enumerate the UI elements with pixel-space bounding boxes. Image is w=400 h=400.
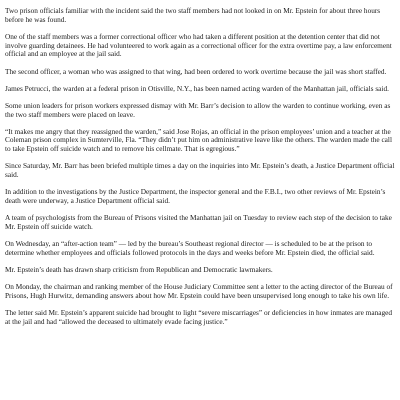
paragraph-8: In addition to the investigations by the Justice Department, the inspector general and the F.B.I., two other reviews of Mr. Epstein’s death were underway, a Justice Department official said.: [5, 187, 386, 205]
paragraph-3: The second officer, a woman who was assigned to that wing, had been ordered to work overtime because the jail was short staffed.: [5, 66, 387, 76]
paragraph-5: Some union leaders for prison workers expressed dismay with Mr. Barr’s decision to allow the warden to continue working, even as the two staff members were placed on leave.: [5, 100, 391, 119]
paragraph-2: One of the staff members was a former correctional officer who had taken a different position at the detention center that did not involve guarding detainees. He had volunteered to work again as a correctional officer for the extra overtime pay, a law enforcement official and an employee at the jail said.: [5, 31, 392, 59]
paragraph-12: On Monday, the chairman and ranking member of the House Judiciary Committee sent a letter to the acting director of the Bureau of Prisons, Hugh Hurwitz, demanding answers about how Mr. Epstein could have been unsupervised long enough to take his own life.: [5, 282, 393, 300]
paragraph-1: Two prison officials familiar with the incident said the two staff members had not looked in on Mr. Epstein for about three hours before he was found.: [5, 6, 381, 24]
paragraph-11: Mr. Epstein’s death has drawn sharp criticism from Republican and Democratic lawmakers.: [5, 264, 273, 274]
article-body: [5, 7, 397, 326]
paragraph-7: Since Saturday, Mr. Barr has been briefed multiple times a day on the inquiries into Mr. Epstein’s death, a Justice Department official said.: [5, 161, 395, 180]
paragraph-13: The letter said Mr. Epstein’s apparent suicide had brought to light “severe miscarriages” or deficiencies in how inmates are managed at the jail and had “allowed the deceased to ultimately evade facing justice.”: [5, 307, 393, 326]
paragraph-4: James Petrucci, the warden at a federal prison in Otisville, N.Y., has been named acting warden of the Manhattan jail, officials said.: [5, 83, 389, 93]
paragraph-10: On Wednesday, an “after-action team” — led by the bureau’s Southeast regional director — is scheduled to be at the prison to determine whether employees and officials followed protocols in the days and weeks before Mr. Epstein died, the official said.: [5, 239, 375, 257]
paragraph-9: A team of psychologists from the Bureau of Prisons visited the Manhattan jail on Tuesday to review each step of the decision to take Mr. Epstein off suicide watch.: [5, 213, 392, 231]
paragraph-6: “It makes me angry that they reassigned the warden,” said Jose Rojas, an official in the prison employees’ union and a teacher at the Coleman prison complex in Sumterville, Fla. “They didn’t put him on administrative leave like the others. The warden made the call to take Epstein off suicide watch and to remove his cellmate. That is egregious.”: [5, 126, 392, 154]
